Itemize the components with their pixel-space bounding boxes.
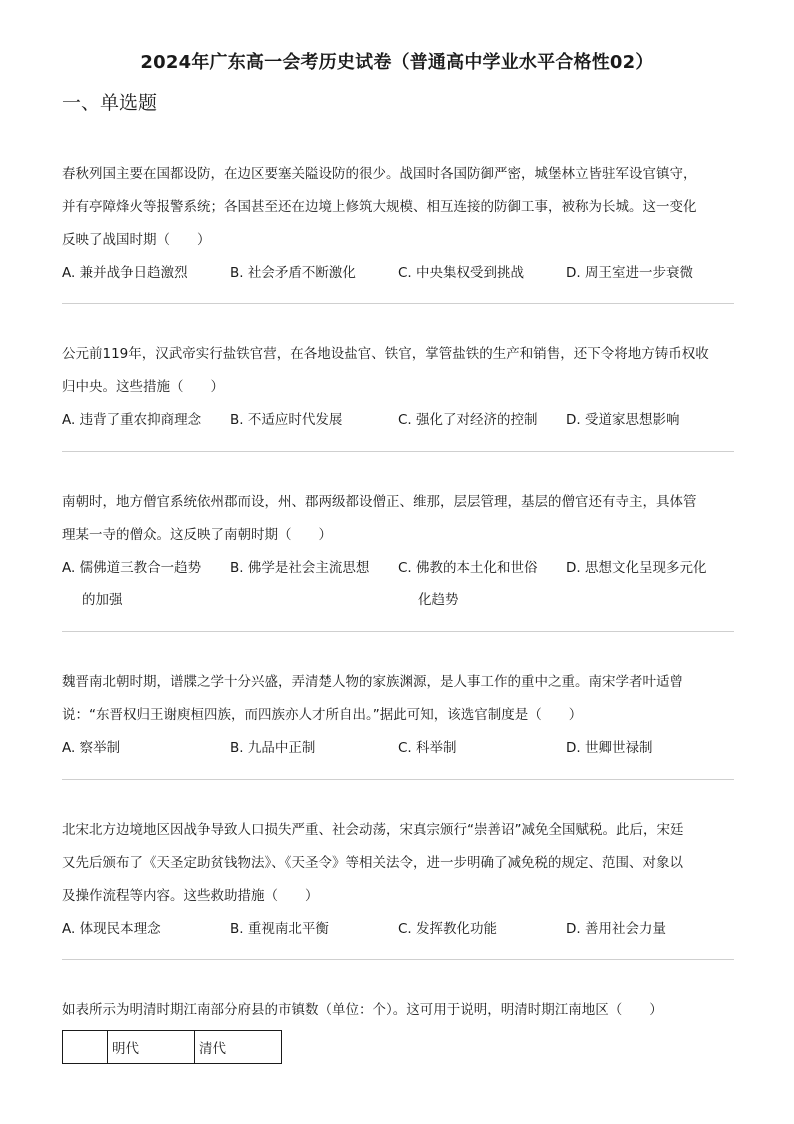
- option-line: D. 思想文化呈现多元化: [566, 560, 707, 576]
- divider: [62, 451, 734, 452]
- question-3: [62, 486, 734, 616]
- question-stem: [62, 158, 734, 257]
- question-4: [62, 666, 734, 765]
- option-d[interactable]: [566, 552, 734, 616]
- question-stem: [62, 666, 734, 732]
- stem-line: 南朝时，地方僧官系统依州郡而设，州、郡两级都设僧正、维那，层层管理，基层的僧官还有寺主，具体管: [62, 494, 697, 510]
- divider: [62, 303, 734, 304]
- option-c[interactable]: C. 中央集权受到挑战: [398, 265, 525, 281]
- stem-line: 春秋列国主要在国都设防，在边区要塞关隘设防的很少。战国时各国防御严密，城堡林立皆驻军设官镇守，: [62, 166, 697, 182]
- option-c[interactable]: C. 科举制: [398, 740, 457, 756]
- options-row: [62, 404, 734, 437]
- option-b[interactable]: B. 不适应时代发展: [230, 412, 343, 428]
- option-d[interactable]: D. 善用社会力量: [566, 921, 666, 937]
- option-b[interactable]: B. 重视南北平衡: [230, 921, 329, 937]
- option-b[interactable]: B. 社会矛盾不断激化: [230, 265, 356, 281]
- question-5: [62, 814, 734, 946]
- option-d[interactable]: D. 世卿世禄制: [566, 740, 653, 756]
- option-a[interactable]: A. 兼并战争日趋激烈: [62, 265, 188, 281]
- stem-line: 理某一寺的僧众。这反映了南朝时期（ ）: [62, 527, 332, 543]
- section-heading: 一、单选题: [62, 92, 158, 114]
- exam-title: 2024年广东高一会考历史试卷（普通高中学业水平合格性02）: [140, 52, 654, 73]
- table-header-row: [63, 1031, 282, 1064]
- question-1: [62, 158, 734, 290]
- options-row: [62, 552, 734, 616]
- option-c[interactable]: C. 发挥教化功能: [398, 921, 498, 937]
- stem-line: 如表所示为明清时期江南部分府县的市镇数（单位：个）。这可用于说明，明清时期江南地区（ ）: [62, 1002, 663, 1018]
- option-a[interactable]: A. 体现民本理念: [62, 921, 161, 937]
- option-line: 化趋势: [418, 592, 459, 608]
- stem-line: 反映了战国时期（ ）: [62, 232, 211, 248]
- option-a[interactable]: A. 察举制: [62, 740, 121, 756]
- option-c[interactable]: C. 强化了对经济的控制: [398, 412, 538, 428]
- question-stem: [62, 994, 734, 1027]
- option-line: B. 佛学是社会主流思想: [230, 560, 370, 576]
- stem-line: 魏晋南北朝时期，谱牒之学十分兴盛，弄清楚人物的家族渊源，是人事工作的重中之重。南宋学者叶适曾: [62, 674, 683, 690]
- question-6: [62, 994, 734, 1027]
- option-c[interactable]: [398, 552, 566, 616]
- options-row: [62, 913, 734, 946]
- market-town-table: [62, 1030, 282, 1064]
- table-header-cell: [63, 1031, 108, 1064]
- option-b[interactable]: B. 九品中正制: [230, 740, 316, 756]
- option-b[interactable]: [230, 552, 398, 616]
- divider: [62, 779, 734, 780]
- option-line: 的加强: [82, 592, 123, 608]
- option-a[interactable]: [62, 552, 230, 616]
- options-row: [62, 732, 734, 765]
- stem-line: 公元前119年，汉武帝实行盐铁官营，在各地设盐官、铁官，掌管盐铁的生产和销售，还下令将地方铸币权收: [62, 346, 709, 362]
- options-row: [62, 257, 734, 290]
- stem-line: 归中央。这些措施（ ）: [62, 379, 224, 395]
- option-line: A. 儒佛道三教合一趋势: [62, 560, 202, 576]
- question-stem: [62, 814, 734, 913]
- divider: [62, 631, 734, 632]
- option-a[interactable]: A. 违背了重农抑商理念: [62, 412, 202, 428]
- table-header-cell: 清代: [195, 1031, 282, 1064]
- option-d[interactable]: D. 受道家思想影响: [566, 412, 680, 428]
- stem-line: 说：“东晋权归王谢庾桓四族，而四族亦人才所自出。”据此可知，该选官制度是（ ）: [62, 707, 583, 723]
- stem-line: 及操作流程等内容。这些救助措施（ ）: [62, 888, 319, 904]
- option-d[interactable]: D. 周王室进一步衰微: [566, 265, 693, 281]
- stem-line: 北宋北方边境地区因战争导致人口损失严重、社会动荡，宋真宗颁行“崇善诏”减免全国赋税。此后，宋廷: [62, 822, 684, 838]
- table-header-cell: 明代: [108, 1031, 195, 1064]
- stem-line: 又先后颁布了《天圣定助贫钱物法》、《天圣令》等相关法令，进一步明确了减免税的规定、范围、对象以: [62, 855, 683, 871]
- question-2: [62, 338, 734, 437]
- question-stem: [62, 486, 734, 552]
- stem-line: 并有亭障烽火等报警系统；各国甚至还在边境上修筑大规模、相互连接的防御工事，被称为长城。这一变化: [62, 199, 697, 215]
- divider: [62, 959, 734, 960]
- option-line: C. 佛教的本土化和世俗: [398, 560, 538, 576]
- question-stem: [62, 338, 734, 404]
